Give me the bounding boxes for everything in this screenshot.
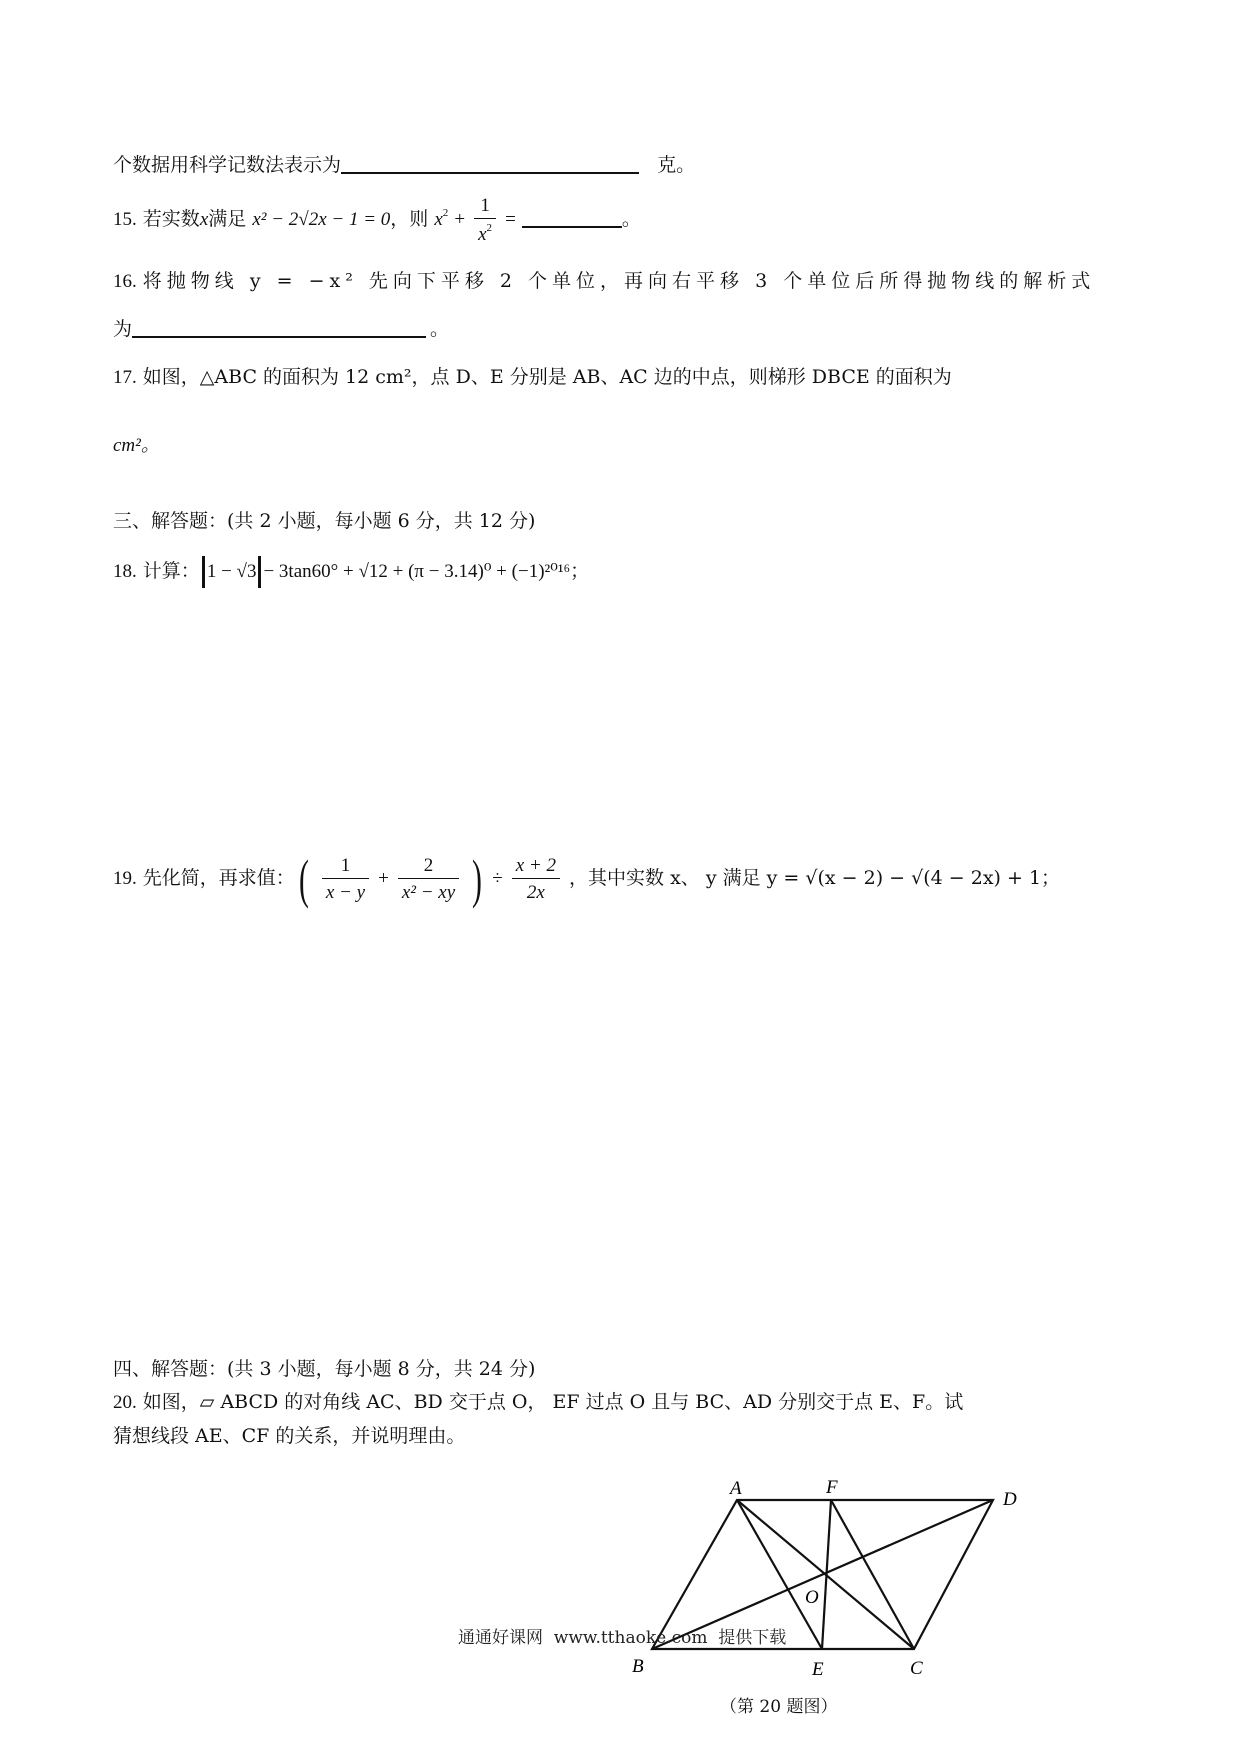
q14-tail-suffix: 克。 [657,154,696,176]
q20-line1-text: 如图，▱ ABCD 的对角线 AC、BD 交于点 O， EF 过点 O 且与 BC、AD 分别交于点 E、F。试 [142,1391,964,1413]
q19-line: 19. 先化简，再求值：( $\frac{1}{x - y}$ + $\frac{2}{\text{x² − xy}}$ ) ÷ $\frac{x + 2}{2x}$ ，其中实数 x、 y 满足 y = √(x − 2) − √(4 − 2x) + 1； [113,849,1061,909]
q19-plus: + [378,868,389,889]
label-b: B [632,1656,644,1677]
q15-frac-num: 1 [474,196,496,219]
q15-expr-a: x [434,209,443,230]
q17-number: 17. [113,367,137,388]
label-e: E [812,1659,824,1680]
label-d: D [1003,1489,1017,1510]
q15-line: 15. 若实数x满足 x² − 2√2x − 1 = 0，则 $x^2$ + $\frac{1}{x^2}$ = 。 [113,195,641,245]
q18-lead: 计算： [142,560,200,582]
q19-fraction-1 [322,856,369,902]
q16-number: 16. [113,271,137,292]
q20-line2 [113,1427,465,1446]
q19-tail: ，其中实数 x、 y 满足 y = √(x − 2) − √(4 − 2x) + 1； [569,867,1061,889]
q15-var: x [199,209,209,230]
q16-line2-end: 。 [430,318,450,340]
q18-abs-content: 1 − √3 [206,561,257,582]
q14-tail-text: 个数据用科学记数法表示为 [113,154,342,176]
q16-line1-text: 将抛物线 y = −x² 先向下平移 2 个单位，再向右平移 3 个单位后所得抛物线的解析式 [142,270,1096,292]
q20-number: 20. [113,1392,137,1413]
figure-caption: （第 20 题图） [720,1697,838,1717]
q20-line2-text: 猜想线段 AE、CF 的关系，并说明理由。 [113,1425,466,1447]
q18-rest: − 3tan60° + √12 + (π − 3.14)⁰ + (−1)²⁰¹⁶； [263,561,590,582]
q14-answer-blank [341,171,639,174]
q19-f1-num: 1 [322,856,369,879]
q15-then: ，则 [390,208,429,230]
watermark: 通通好课网 www.tthaoke.com 提供下载 [458,1628,787,1648]
q17-line1 [113,368,952,387]
q19-f2-num: 2 [398,856,459,879]
q16-line2-lead: 为 [113,318,133,340]
segment-ef [822,1500,831,1649]
q17-line1-text: 如图，△ABC 的面积为 12 cm²，点 D、E 分别是 AB、AC 边的中点，则梯形 DBCE 的面积为 [142,366,952,388]
label-a: A [730,1478,742,1499]
label-f: F [826,1477,838,1498]
q15-expr-b: + [454,209,466,230]
q15-answer-blank [522,225,622,228]
q16-answer-blank [132,335,426,338]
q15-number: 15. [113,209,137,230]
q14-tail-line [113,156,695,175]
q15-end: 。 [621,208,641,230]
q20-line1 [113,1393,963,1412]
q15-eqsign: = [505,209,516,230]
q18-number: 18. [113,561,137,582]
q17-line2-text: cm²。 [113,435,160,456]
q15-frac-den: x [478,224,487,245]
segment-cf [831,1500,914,1649]
q19-fraction-2 [398,856,459,902]
q19-lead: 先化简，再求值： [142,867,295,889]
section3-title: 三、解答题：(共 2 小题，每小题 6 分，共 12 分) [113,510,536,532]
q16-line1 [113,272,1095,291]
q19-f3-den: 2x [526,882,545,903]
q19-div: ÷ [492,868,503,889]
q15-lead: 若实数 [142,208,200,230]
q19-f3-num: x + 2 [512,856,560,879]
q15-mid: 满足 [208,208,247,230]
label-o: O [805,1587,819,1608]
q18-line [113,556,589,588]
q19-f2-den: x² − xy [401,882,456,903]
label-c: C [910,1658,923,1679]
q16-line2 [113,320,449,339]
q17-line2 [113,436,160,455]
q19-number: 19. [113,868,137,889]
q15-equation: x² − 2√2x − 1 = 0 [252,209,391,230]
section4-title: 四、解答题：(共 3 小题，每小题 8 分，共 24 分) [113,1358,536,1380]
q15-fraction: $\frac{1}{x^2}$ [474,196,496,244]
q19-f1-den: x − y [325,882,366,903]
q19-fraction-3 [512,856,560,902]
